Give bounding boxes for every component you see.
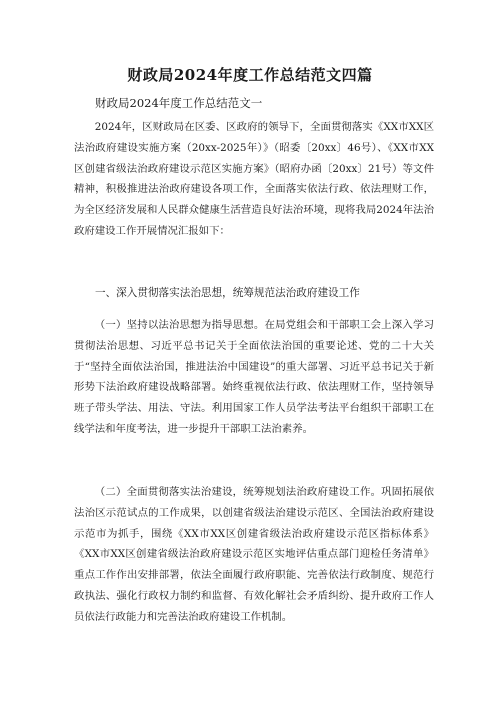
paragraph-section-1-1: （一）坚持以法治思想为指导思想。在局党组会和干部职工会上深入学习贯彻法治思想、习近平总书记关于全面依法治国的重要论述、党的二十大关于“坚持全面依法治国，推进法治中国建设”的重大部署、习近平总书记关于新形势下法治政府建设战略部署。始终重视依法行政、依法理财工作，坚持领导班子带头学法、用法、守法。利用国家工作人员学法考法平台组织干部职工在线学法和年度考法，进一步提升干部职工法治素养。	[74, 319, 434, 435]
document-title: 财政局2024年度工作总结范文四篇	[127, 66, 373, 84]
paragraph-section-1-2: （二）全面贯彻落实法治建设，统筹规划法治政府建设工作。巩固拓展依法治区示范试点的工作成果，以创建省级法治建设示范区、全国法治政府建设示范市为抓手，围绕《XX市XX区创建省级法治政府建设示范区指标体系》《XX市XX区创建省级法治政府建设示范区实地评估重点部门迎检任务清单》重点工作作出安排部署，依法全面履行政府职能、完善依法行政制度、规范行政执法、强化行政权力制约和监督、有效化解社会矛盾纠纷、提升政府工作人员依法行政能力和完善法治政府建设工作机制。	[74, 486, 434, 623]
document-subtitle: 财政局2024年度工作总结范文一	[95, 96, 263, 110]
paragraph-intro: 2024年，区财政局在区委、区政府的领导下，全面贯彻落实《XX市XX区法治政府建设实施方案（20xx-2025年）》（昭委〔20xx〕46号）、《XX市XX区创建省级法治政府建设示范区实施方案》（昭府办函〔20xx〕21号）等文件精神，积极推进法治政府建设各项工作，全面落实依法行政、依法理财工作，为全区经济发展和人民群众健康生活营造良好法治环境，现将我局2024年法治政府建设工作开展情况汇报如下：	[74, 121, 434, 237]
section-heading-1: 一、深入贯彻落实法治思想，统筹规范法治政府建设工作	[95, 287, 360, 299]
